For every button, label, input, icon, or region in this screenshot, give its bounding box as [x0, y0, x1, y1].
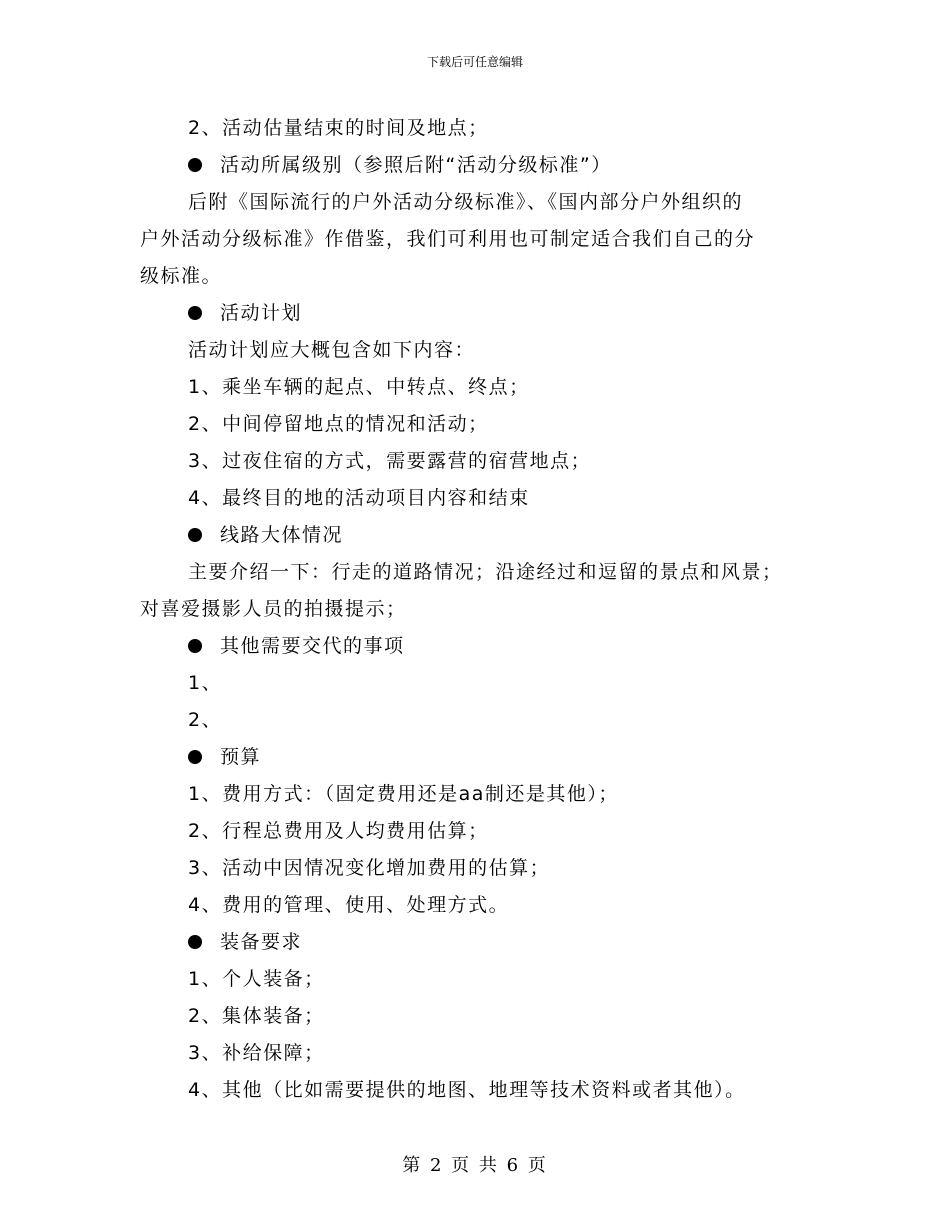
- line-text: 4、最终目的地的活动项目内容和结束: [188, 487, 530, 509]
- text-line: [140, 591, 812, 628]
- text-line: [140, 702, 812, 739]
- text-line: [140, 998, 812, 1035]
- bullet-dot-icon: [188, 750, 202, 764]
- bullet-text: 预算: [220, 746, 262, 768]
- text-line: [140, 443, 812, 480]
- line-text: 4、其他（比如需要提供的地图、地理等技术资料或者其他）。: [188, 1079, 746, 1101]
- line-text: 3、活动中因情况变化增加费用的估算；: [188, 857, 551, 879]
- text-line: [140, 1035, 812, 1072]
- bullet-dot-icon: [188, 528, 202, 542]
- bullet-dot-icon: [188, 639, 202, 653]
- bullet-text: 活动计划: [220, 302, 303, 324]
- line-text: 1、: [188, 672, 223, 694]
- text-line: [140, 110, 812, 147]
- text-line: [140, 850, 812, 887]
- text-line: [140, 258, 812, 295]
- bullet-item: [140, 628, 812, 665]
- line-text: 4、费用的管理、使用、处理方式。: [188, 894, 510, 916]
- line-text: 后附《国际流行的户外活动分级标准》、《国内部分户外组织的: [188, 191, 744, 213]
- text-line: [140, 665, 812, 702]
- line-text: 户外活动分级标准》作借鉴，我们可利用也可制定适合我们自己的分: [140, 228, 756, 250]
- line-text: 2、: [188, 709, 223, 731]
- line-text: 主要介绍一下：行走的道路情况；沿途经过和逗留的景点和风景；: [188, 561, 783, 583]
- text-line: [140, 184, 812, 221]
- bullet-dot-icon: [188, 158, 202, 172]
- bullet-text: 线路大体情况: [220, 524, 344, 546]
- text-line: [140, 369, 812, 406]
- line-text: 1、乘坐车辆的起点、中转点、终点；: [188, 376, 530, 398]
- text-line: [140, 813, 812, 850]
- line-text: 1、个人装备；: [188, 968, 325, 990]
- line-text: 2、行程总费用及人均费用估算；: [188, 820, 489, 842]
- bullet-item: [140, 739, 812, 776]
- text-line: [140, 776, 812, 813]
- text-line: [140, 221, 812, 258]
- page-header: 下载后可任意编辑: [426, 55, 523, 69]
- line-text: 2、活动估量结束的时间及地点；: [188, 117, 489, 139]
- line-text: 3、过夜住宿的方式，需要露营的宿营地点；: [188, 450, 592, 472]
- line-text: 活动计划应大概包含如下内容：: [188, 339, 476, 361]
- bullet-dot-icon: [188, 935, 202, 949]
- text-line: [140, 887, 812, 924]
- text-line: [140, 1072, 812, 1109]
- bullet-dot-icon: [188, 306, 202, 320]
- line-text: 1、费用方式：（固定费用还是aa制还是其他）；: [188, 783, 619, 805]
- page-footer: 第 2 页 共 6 页: [402, 1155, 548, 1176]
- text-line: [140, 332, 812, 369]
- bullet-item: [140, 295, 812, 332]
- bullet-text: 活动所属级别（参照后附“活动分级标准”）: [220, 154, 612, 176]
- line-text: 3、补给保障；: [188, 1042, 325, 1064]
- line-text: 对喜爱摄影人员的拍摄提示；: [140, 598, 407, 620]
- text-line: [140, 961, 812, 998]
- text-line: [140, 406, 812, 443]
- document-body: [140, 110, 812, 1109]
- line-text: 2、中间停留地点的情况和活动；: [188, 413, 489, 435]
- text-line: [140, 480, 812, 517]
- line-text: 2、集体装备；: [188, 1005, 325, 1027]
- bullet-text: 装备要求: [220, 931, 303, 953]
- bullet-text: 其他需要交代的事项: [220, 635, 405, 657]
- bullet-item: [140, 147, 812, 184]
- bullet-item: [140, 517, 812, 554]
- line-text: 级标准。: [140, 265, 223, 287]
- text-line: [140, 554, 812, 591]
- bullet-item: [140, 924, 812, 961]
